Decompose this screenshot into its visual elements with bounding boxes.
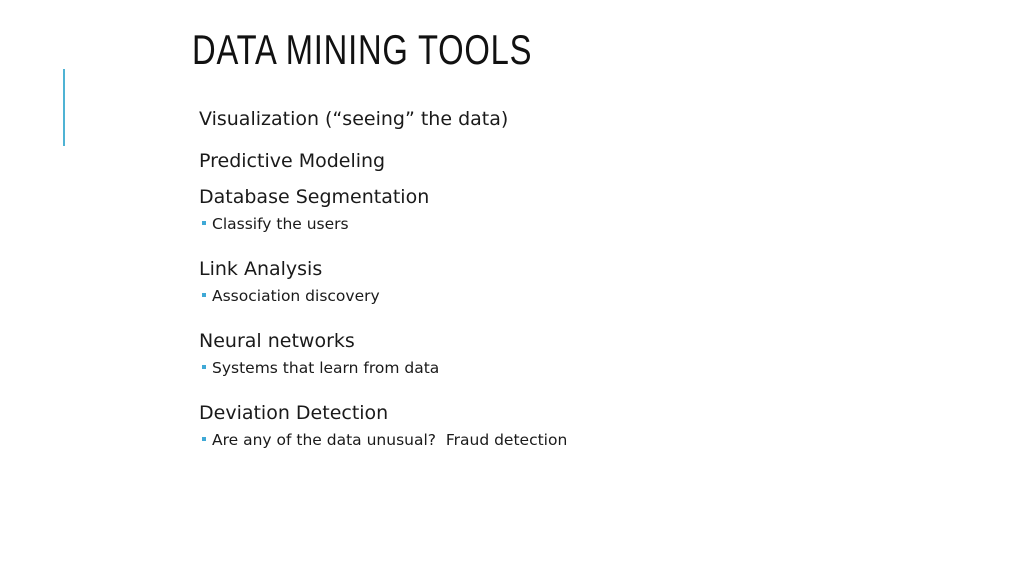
list-item: [199, 398, 567, 470]
square-bullet-icon: [202, 293, 206, 297]
sub-item-text: Systems that learn from data: [212, 359, 440, 377]
bullet-list: [199, 98, 567, 470]
sub-item: [199, 212, 567, 254]
list-item: [199, 326, 567, 398]
sub-item: [199, 356, 567, 398]
item-heading: Link Analysis: [199, 258, 323, 280]
item-heading: Visualization (“seeing” the data): [199, 108, 509, 130]
list-item: [199, 140, 567, 182]
item-heading: Deviation Detection: [199, 402, 389, 424]
list-item: [199, 98, 567, 140]
sub-item: [199, 428, 567, 470]
accent-bar: [63, 69, 65, 146]
sub-item-text: Association discovery: [212, 287, 380, 305]
list-item: [199, 182, 567, 254]
item-heading: Database Segmentation: [199, 186, 430, 208]
sub-item-text: Are any of the data unusual? Fraud detection: [212, 431, 568, 449]
sub-item: [199, 284, 567, 326]
item-heading: Neural networks: [199, 330, 355, 352]
slide-title: DATA MINING TOOLS: [192, 26, 533, 73]
sub-item-text: Classify the users: [212, 215, 349, 233]
square-bullet-icon: [202, 365, 206, 369]
list-item: [199, 254, 567, 326]
square-bullet-icon: [202, 221, 206, 225]
square-bullet-icon: [202, 437, 206, 441]
item-heading: Predictive Modeling: [199, 150, 386, 172]
